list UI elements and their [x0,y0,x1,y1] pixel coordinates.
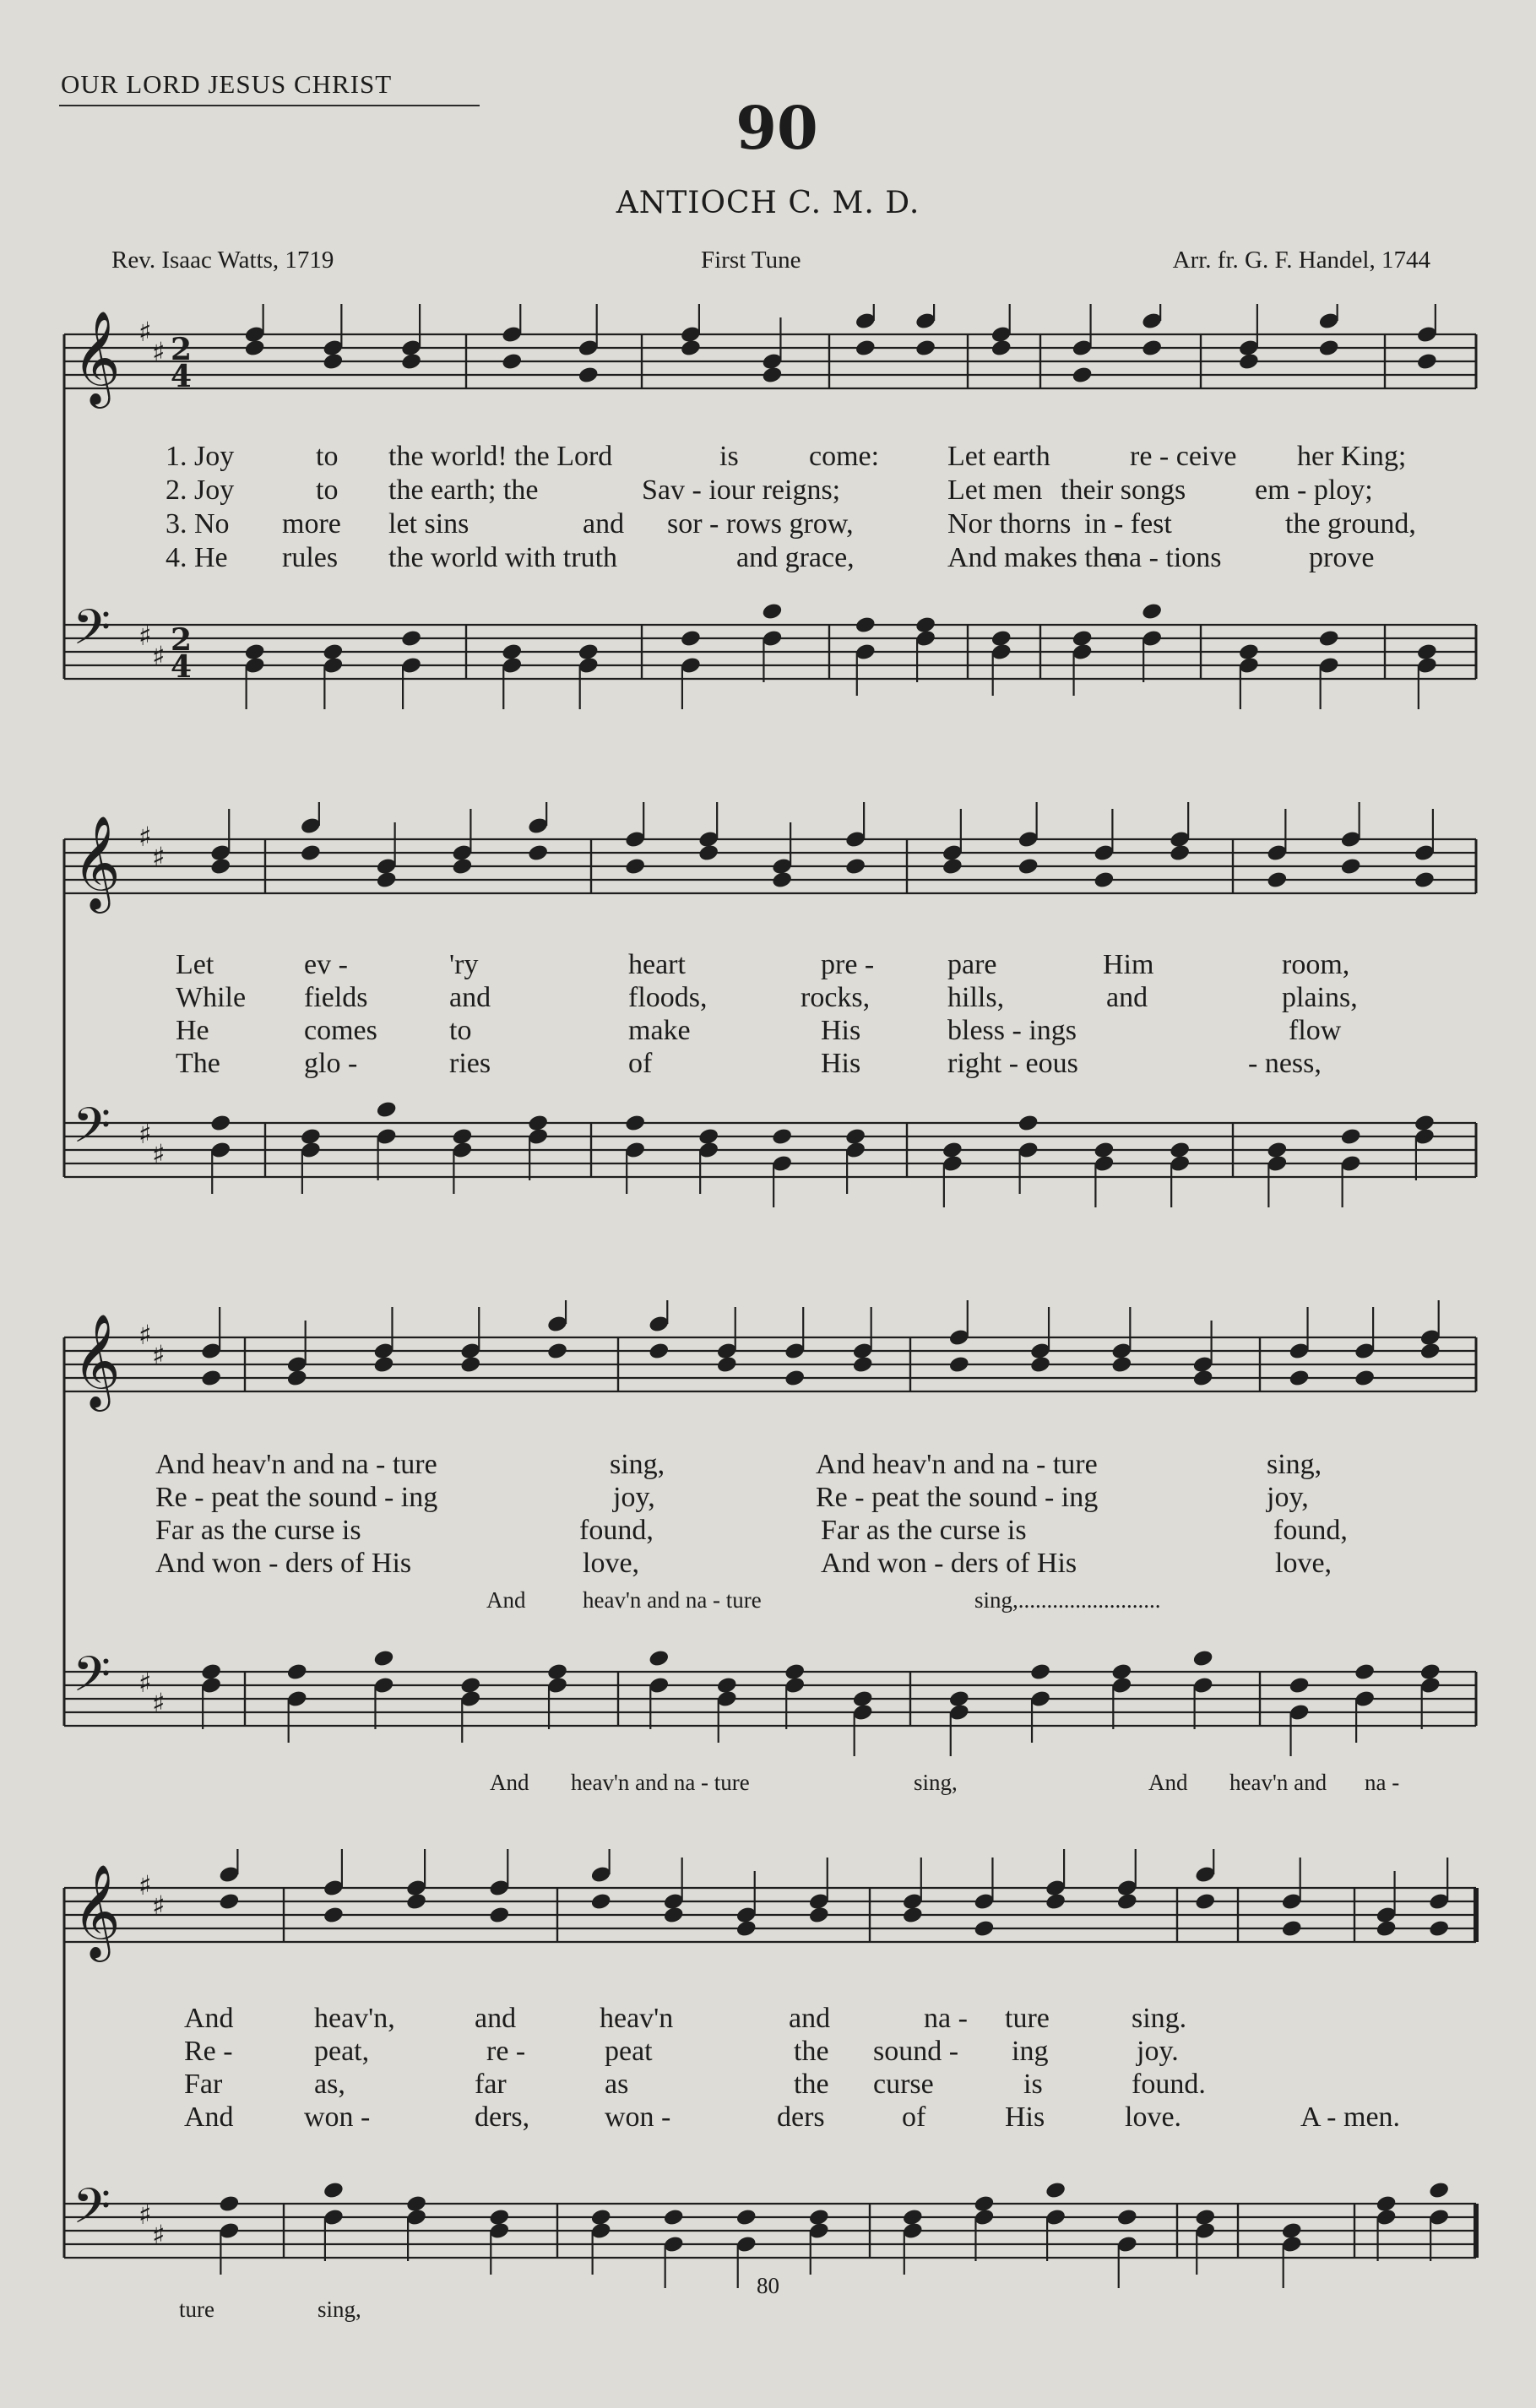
lyric-syllable: sing, [1267,1449,1322,1480]
notehead [400,352,422,372]
lyric-syllable: na - [924,2003,968,2034]
notehead [300,843,322,863]
sharp-icon: ♯ [152,1339,166,1371]
lyric-syllable: love, [1275,1548,1332,1579]
lyric-syllable: And won - ders of His [821,1548,1077,1579]
lyric-syllable: Far as the curse is [155,1515,361,1546]
lyric-syllable: hills, [947,982,1005,1013]
notehead [1419,1342,1441,1361]
lyric-syllable: peat, [314,2036,370,2067]
notehead [1018,1114,1039,1133]
lyric-syllable: heart [628,949,686,980]
notehead [1428,2181,1450,2200]
lyric-syllable: The [176,1048,220,1079]
notehead [218,2194,240,2214]
notehead [1288,1676,1310,1695]
lyric-syllable: Far [184,2069,223,2100]
lyric-syllable: won - [605,2102,671,2133]
running-title: OUR LORD JESUS CHRIST [61,69,393,99]
lyric-syllable: em - ploy; [1255,475,1373,506]
notehead [716,1355,738,1375]
lyric-syllable: re - [486,2036,526,2067]
lyric-syllable: sound - [873,2036,959,2067]
lyric-syllable: her King; [1297,441,1407,472]
notehead [735,1919,757,1939]
notehead [1093,870,1115,890]
notehead [624,857,646,876]
notehead [761,602,783,621]
notehead [1318,339,1340,358]
notehead [1354,1369,1376,1388]
lyric-syllable: the world with truth [388,542,618,573]
amen: A - men. [1300,2102,1401,2133]
sharp-icon: ♯ [138,2199,152,2231]
notehead [942,857,963,876]
lyric-syllable: the ground, [1285,508,1416,540]
lyric-syllable: re - ceive [1130,441,1237,472]
lyric-syllable: ture [1005,2003,1050,2034]
notehead [784,1369,806,1388]
lyric-syllable: the world! the Lord [388,441,613,472]
notehead [1354,1662,1376,1682]
lyric-syllable: joy, [1267,1482,1309,1513]
notehead [323,1906,345,1925]
lyric-syllable: as, [314,2069,345,2100]
lyric-syllable: Re - [184,2036,233,2067]
notehead [209,1114,231,1133]
lyric-syllable: the [794,2069,829,2100]
cue-syllable: heav'n and na - ture [571,1770,750,1795]
notehead [973,1919,995,1939]
lyric-syllable: found, [1273,1515,1348,1546]
lyric-syllable: His [821,1015,861,1046]
lyric-syllable: right - eous [947,1048,1078,1079]
notehead [323,2181,345,2200]
notehead [1029,1662,1051,1682]
lyric-syllable: won - [304,2102,371,2133]
lyric-syllable: peat [605,2036,653,2067]
sharp-icon: ♯ [152,1138,166,1170]
notehead [761,366,783,385]
notehead [376,870,398,890]
notehead [1414,870,1436,890]
lyric-syllable: more [282,508,341,540]
cue-syllable: heav'n and na - ture [583,1587,762,1613]
notehead [697,843,719,863]
lyric-syllable: the [794,2036,829,2067]
notehead [1340,857,1362,876]
notehead [624,1114,646,1133]
sharp-icon: ♯ [152,1687,166,1719]
notehead [1288,1369,1310,1388]
notehead [1281,1919,1303,1939]
lyric-syllable: And makes the [947,542,1120,573]
notehead [648,1342,670,1361]
notehead [680,339,702,358]
notehead [372,1649,394,1668]
notehead [322,352,344,372]
lyric-syllable: Re - peat the sound - ing [155,1482,438,1513]
lyric-syllable: And [184,2003,234,2034]
running-title-rule [59,105,480,106]
lyric-syllable: love, [583,1548,640,1579]
lyric-syllable: is [719,441,739,472]
notehead [372,1355,394,1375]
lyric-syllable: make [628,1015,691,1046]
lyric-syllable: to [449,1015,472,1046]
notehead [771,870,793,890]
lyric-syllable: and [583,508,625,540]
lyric-syllable: And won - ders of His [155,1548,412,1579]
notehead [244,339,266,358]
lyric-syllable: Let earth [947,441,1050,472]
sharp-icon: ♯ [138,620,152,652]
lyric-syllable: let sins [388,508,469,540]
notehead [1266,870,1288,890]
notehead [1071,366,1093,385]
sharp-icon: ♯ [138,1667,152,1699]
notehead [915,339,936,358]
lyric-syllable: and [475,2003,517,2034]
lyric-syllable: 1. Joy [166,441,235,472]
bass-clef-icon: 𝄢 [73,2178,111,2247]
bass-clef-icon: 𝄢 [73,599,111,668]
notehead [680,629,702,648]
lyric-syllable: 'ry [449,949,479,980]
music-credit: Arr. fr. G. F. Handel, 1744 [1172,247,1430,274]
notehead [1375,1919,1397,1939]
lyric-syllable: room, [1282,949,1350,980]
notehead [1428,1919,1450,1939]
notehead [902,1906,924,1925]
lyric-syllable: curse [873,2069,934,2100]
notehead [488,1906,510,1925]
notehead [546,1342,568,1361]
lyric-syllable: rocks, [801,982,871,1013]
treble-clef-icon: 𝄞 [73,815,121,909]
bass-clef-icon: 𝄢 [73,1646,111,1715]
notehead [648,1649,670,1668]
cue-syllable: na - [1365,1770,1400,1795]
lyric-syllable: of [902,2102,926,2133]
lyric-syllable: found, [579,1515,654,1546]
lyric-syllable: Him [1103,949,1154,980]
lyric-syllable: - ness, [1248,1048,1322,1079]
notehead [948,1355,970,1375]
lyric-syllable: And heav'n and na - ture [816,1449,1098,1480]
notehead [1340,1127,1362,1147]
lyric-syllable: And [184,2102,234,2133]
lyric-syllable: their songs [1061,475,1186,506]
notehead [1192,1369,1214,1388]
time-signature-bottom: 4 [171,359,193,394]
hymn-number: 90 [735,93,818,163]
notehead [209,857,231,876]
notehead [200,1369,222,1388]
lyric-syllable: found. [1132,2069,1206,2100]
treble-clef-icon: 𝄞 [73,310,121,404]
lyric-syllable: come: [809,441,880,472]
lyric-syllable: And heav'n and na - ture [155,1449,437,1480]
sharp-icon: ♯ [152,640,166,672]
lyric-syllable: flow [1289,1015,1342,1046]
lyric-syllable: Sav - iour reigns; [642,475,841,506]
notehead [1141,339,1163,358]
sharp-icon: ♯ [138,316,152,348]
sharp-icon: ♯ [152,841,166,873]
notehead [1141,602,1163,621]
sharp-icon: ♯ [138,1118,152,1150]
lyric-syllable: in - fest [1084,508,1172,540]
notehead [578,366,600,385]
sharp-icon: ♯ [152,336,166,368]
notehead [808,1906,830,1925]
cue-syllable: sing, [318,2297,361,2322]
lyric-syllable: Far as the curse is [821,1515,1027,1546]
notehead [771,1127,793,1147]
notehead [590,1892,612,1912]
time-signature-top: 2 [171,332,193,367]
notehead [852,1355,874,1375]
lyric-syllable: the earth; the [388,475,539,506]
notehead [286,1369,308,1388]
lyric-syllable: sor - rows grow, [667,508,854,540]
lyric-syllable: to [316,475,339,506]
bass-clef-icon: 𝄢 [73,1097,111,1166]
lyric-syllable: Nor thorns [947,508,1072,540]
lyric-syllable: far [475,2069,507,2100]
notehead [405,1892,427,1912]
notehead [663,2208,685,2227]
sharp-icon: ♯ [152,1890,166,1922]
notehead [218,1892,240,1912]
lyric-syllable: Let [176,949,214,980]
notehead [1018,857,1039,876]
treble-clef-icon: 𝄞 [73,1863,121,1958]
lyric-syllable: Re - peat the sound - ing [816,1482,1099,1513]
page-number: 80 [757,2273,779,2298]
lyric-syllable: His [821,1048,861,1079]
lyric-syllable: While [176,982,247,1013]
lyric-syllable: and grace, [736,542,855,573]
cue-syllable: sing, [914,1770,958,1795]
lyric-syllable: fields [304,982,368,1013]
lyric-syllable: sing, [610,1449,665,1480]
notehead [1045,2181,1067,2200]
notehead [1045,1892,1067,1912]
treble-clef-icon: 𝄞 [73,1313,121,1407]
lyric-syllable: ev - [304,949,348,980]
notehead [1169,843,1191,863]
notehead [1318,629,1340,648]
notehead [286,1662,308,1682]
lyric-syllable: ders, [475,2102,530,2133]
notehead [451,857,473,876]
lyric-syllable: ders [777,2102,825,2133]
notehead [1116,1892,1138,1912]
notehead [1192,1649,1214,1668]
cue-syllable: And [490,1770,529,1795]
notehead [527,843,549,863]
cue-syllable: ture [179,2297,214,2322]
lyric-syllable: 2. Joy [166,475,235,506]
lyric-syllable: ing [1012,2036,1049,2067]
notehead [735,2208,757,2227]
sharp-icon: ♯ [138,821,152,853]
notehead [855,616,877,635]
notehead [1416,352,1438,372]
lyric-syllable: floods, [628,982,708,1013]
lyric-syllable: heav'n, [314,2003,395,2034]
lyric-syllable: He [176,1015,209,1046]
notehead [991,339,1012,358]
lyric-syllable: and [1106,982,1148,1013]
notehead [376,1100,398,1120]
lyric-syllable: joy, [613,1482,655,1513]
cue-syllable: heav'n and [1229,1770,1327,1795]
lyric-syllable: is [1023,2069,1043,2100]
notehead [1194,1892,1216,1912]
lyric-syllable: sing. [1132,2003,1187,2034]
sharp-icon: ♯ [152,2219,166,2251]
lyric-syllable: heav'n [600,2003,674,2034]
notehead [1238,352,1260,372]
music-system-4 [0,1849,1536,2288]
tune-label: First Tune [701,247,801,274]
lyric-syllable: ries [449,1048,491,1079]
time-signature-top: 2 [171,622,193,658]
cue-syllable: sing,......................... [974,1587,1161,1613]
notehead [663,1906,685,1925]
notehead [1110,1355,1132,1375]
notehead [501,352,523,372]
tune-title: ANTIOCH C. M. D. [616,186,920,220]
notehead [844,857,866,876]
notehead [1116,2208,1138,2227]
lyric-syllable: pre - [821,949,875,980]
lyric-syllable: prove [1309,542,1375,573]
lyric-syllable: His [1005,2102,1045,2133]
sharp-icon: ♯ [138,1869,152,1901]
lyric-syllable: bless - ings [947,1015,1077,1046]
notehead [855,339,877,358]
lyric-syllable: and [449,982,491,1013]
lyric-syllable: 4. He [166,542,228,573]
lyric-syllable: and [789,2003,831,2034]
lyric-syllable: pare [947,949,997,980]
lyric-syllable: of [628,1048,653,1079]
lyric-syllable: na - tions [1115,542,1222,573]
lyric-syllable: Let men [947,475,1043,506]
lyric-syllable: joy. [1137,2036,1179,2067]
lyric-syllable: glo - [304,1048,358,1079]
time-signature-bottom: 4 [171,649,193,685]
lyric-syllable: to [316,441,339,472]
lyric-syllable: rules [282,542,339,573]
words-credit: Rev. Isaac Watts, 1719 [111,247,334,274]
lyric-syllable: as [605,2069,629,2100]
notehead [1029,1355,1051,1375]
cue-syllable: And [1148,1770,1188,1795]
notehead [459,1355,481,1375]
sharp-icon: ♯ [138,1319,152,1351]
lyric-syllable: plains, [1282,982,1358,1013]
lyric-syllable: love. [1125,2102,1182,2133]
lyric-syllable: comes [304,1015,377,1046]
cue-syllable: And [486,1587,526,1613]
lyric-syllable: 3. No [166,508,230,540]
notehead [400,629,422,648]
